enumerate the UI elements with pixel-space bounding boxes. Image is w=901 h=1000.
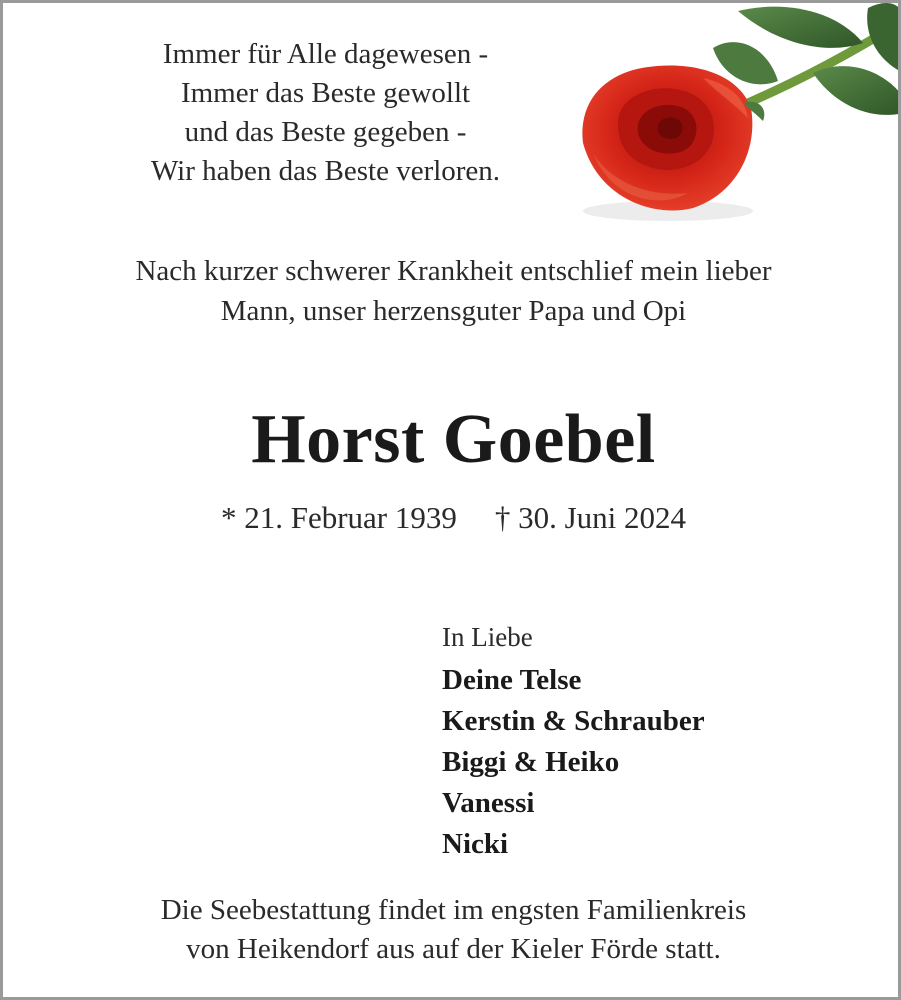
poem-line: Immer für Alle dagewesen - bbox=[162, 38, 489, 70]
poem-line: Immer das Beste gewollt bbox=[180, 77, 471, 109]
intro-text bbox=[3, 251, 901, 331]
intro-line: Mann, unser herzensguter Papa und Opi bbox=[220, 295, 687, 327]
family-member: Deine Telse bbox=[442, 664, 582, 696]
family-lead: In Liebe bbox=[442, 622, 533, 652]
notice-line: von Heikendorf aus auf der Kieler Förde statt. bbox=[186, 933, 721, 965]
poem-line: und das Beste gegeben - bbox=[184, 116, 467, 148]
family-member: Vanessi bbox=[442, 787, 535, 819]
poem bbox=[63, 35, 588, 191]
notice-line: Die Seebestattung findet im engsten Familienkreis bbox=[160, 894, 747, 926]
deceased-name: Horst Goebel bbox=[251, 401, 656, 478]
poem-line: Wir haben das Beste verloren. bbox=[150, 155, 501, 187]
burial-notice bbox=[3, 891, 901, 969]
family-member: Kerstin & Schrauber bbox=[442, 705, 705, 737]
family-member: Biggi & Heiko bbox=[442, 746, 620, 778]
death-date: † 30. Juni 2024 bbox=[494, 500, 687, 535]
birth-date: * 21. Februar 1939 bbox=[220, 500, 457, 535]
red-rose-icon bbox=[563, 3, 901, 233]
family-signatures bbox=[442, 619, 862, 865]
intro-line: Nach kurzer schwerer Krankheit entschlief mein lieber bbox=[135, 255, 772, 287]
life-dates bbox=[3, 497, 901, 539]
family-member: Nicki bbox=[442, 828, 509, 860]
